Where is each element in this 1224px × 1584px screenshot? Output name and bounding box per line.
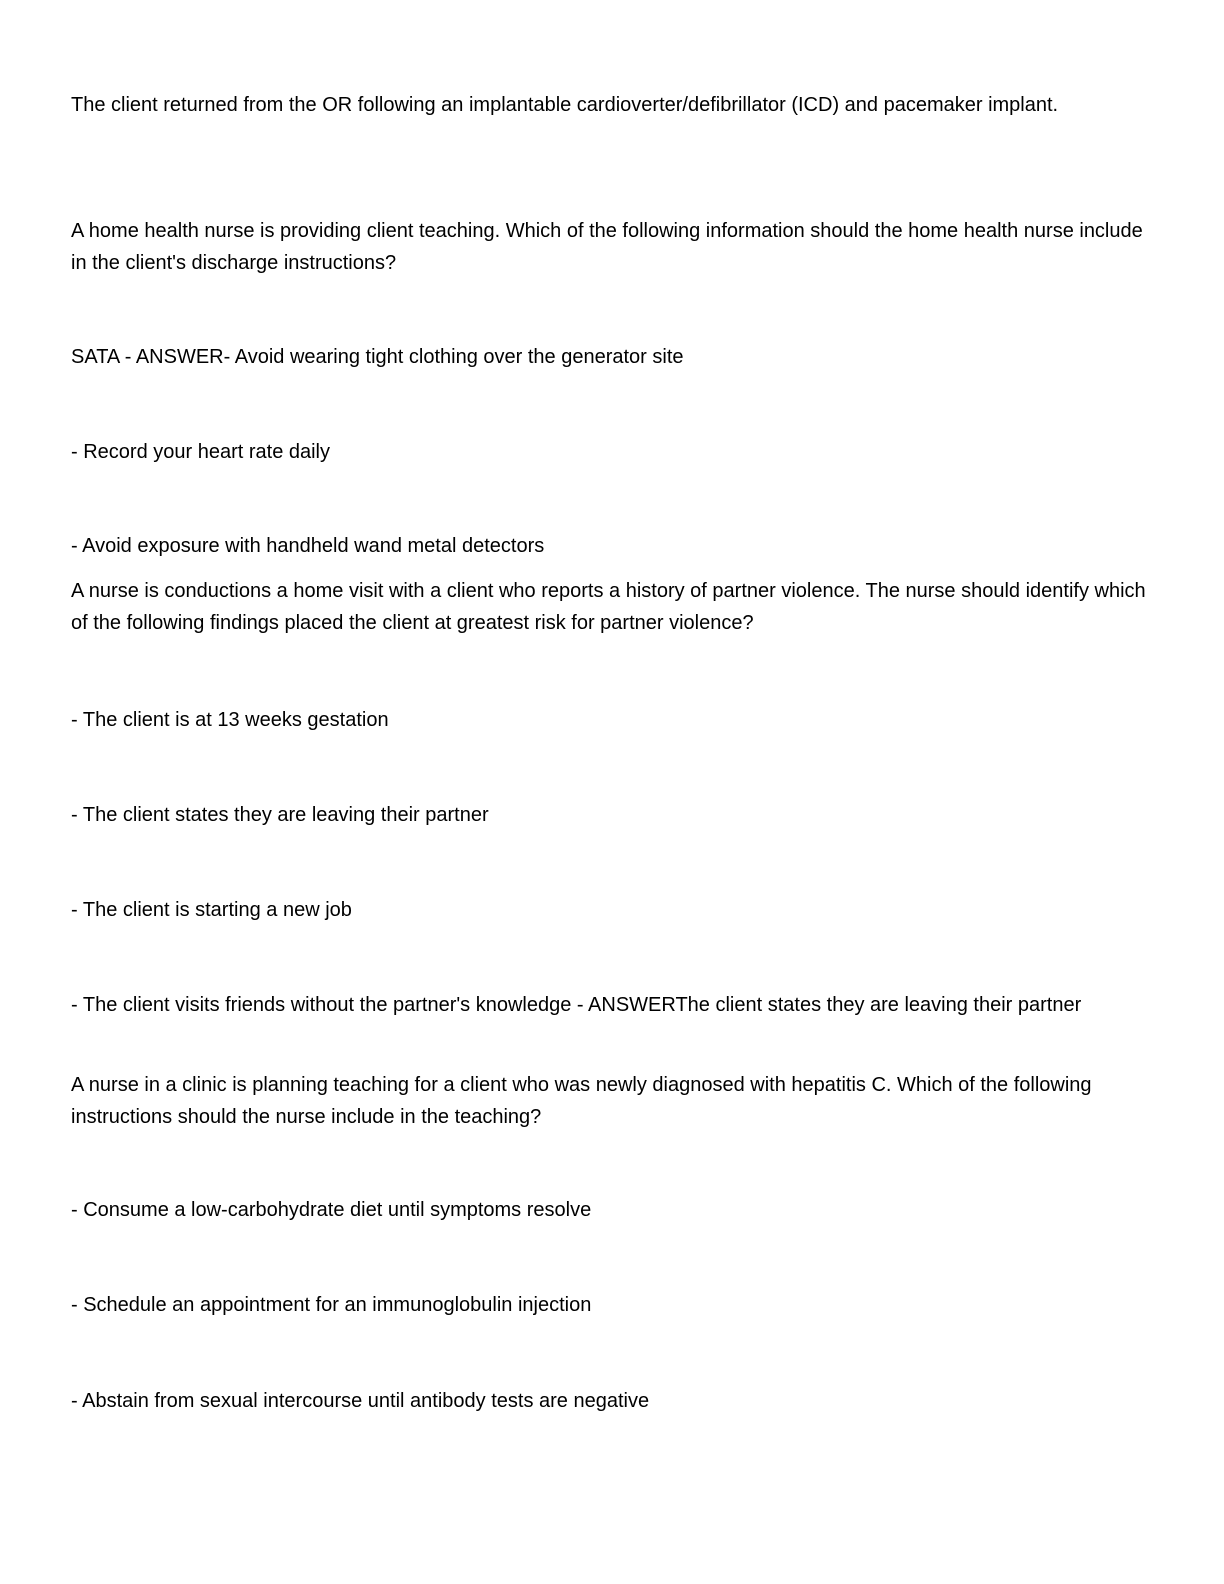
option-starting-new-job: - The client is starting a new job [71,899,352,921]
question-icd-discharge-teaching: A home health nurse is providing client teaching. Which of the following information should the home health nurse include in the client's discharge instructions? [71,220,1149,274]
question-hepatitis-c-teaching: A nurse in a clinic is planning teaching for a client who was newly diagnosed with hepatitis C. Which of the following instructions should the nurse include in the teaching? [71,1074,1098,1128]
option-avoid-wand-metal-detectors: - Avoid exposure with handheld wand metal detectors [71,535,545,557]
question-partner-violence-risk: A nurse is conductions a home visit with a client who reports a history of partner violence. The nurse should identify which of the following findings placed the client at greatest risk for partner violence? [71,580,1152,634]
question-stem-icd-pacemaker: The client returned from the OR following an implantable cardioverter/defibrillator (ICD) and pacemaker implant. [71,94,1059,116]
option-visits-friends-with-answer: - The client visits friends without the partner's knowledge - ANSWERThe client states they are leaving their partner [71,994,1082,1016]
option-immunoglobulin-injection: - Schedule an appointment for an immunoglobulin injection [71,1294,592,1316]
option-abstain-until-negative: - Abstain from sexual intercourse until antibody tests are negative [71,1390,650,1412]
option-record-heart-rate: - Record your heart rate daily [71,441,331,463]
option-low-carbohydrate-diet: - Consume a low-carbohydrate diet until symptoms resolve [71,1199,592,1221]
option-leaving-partner: - The client states they are leaving their partner [71,804,489,826]
answer-sata-generator-site: SATA - ANSWER- Avoid wearing tight clothing over the generator site [71,346,684,368]
option-13-weeks-gestation: - The client is at 13 weeks gestation [71,709,389,731]
